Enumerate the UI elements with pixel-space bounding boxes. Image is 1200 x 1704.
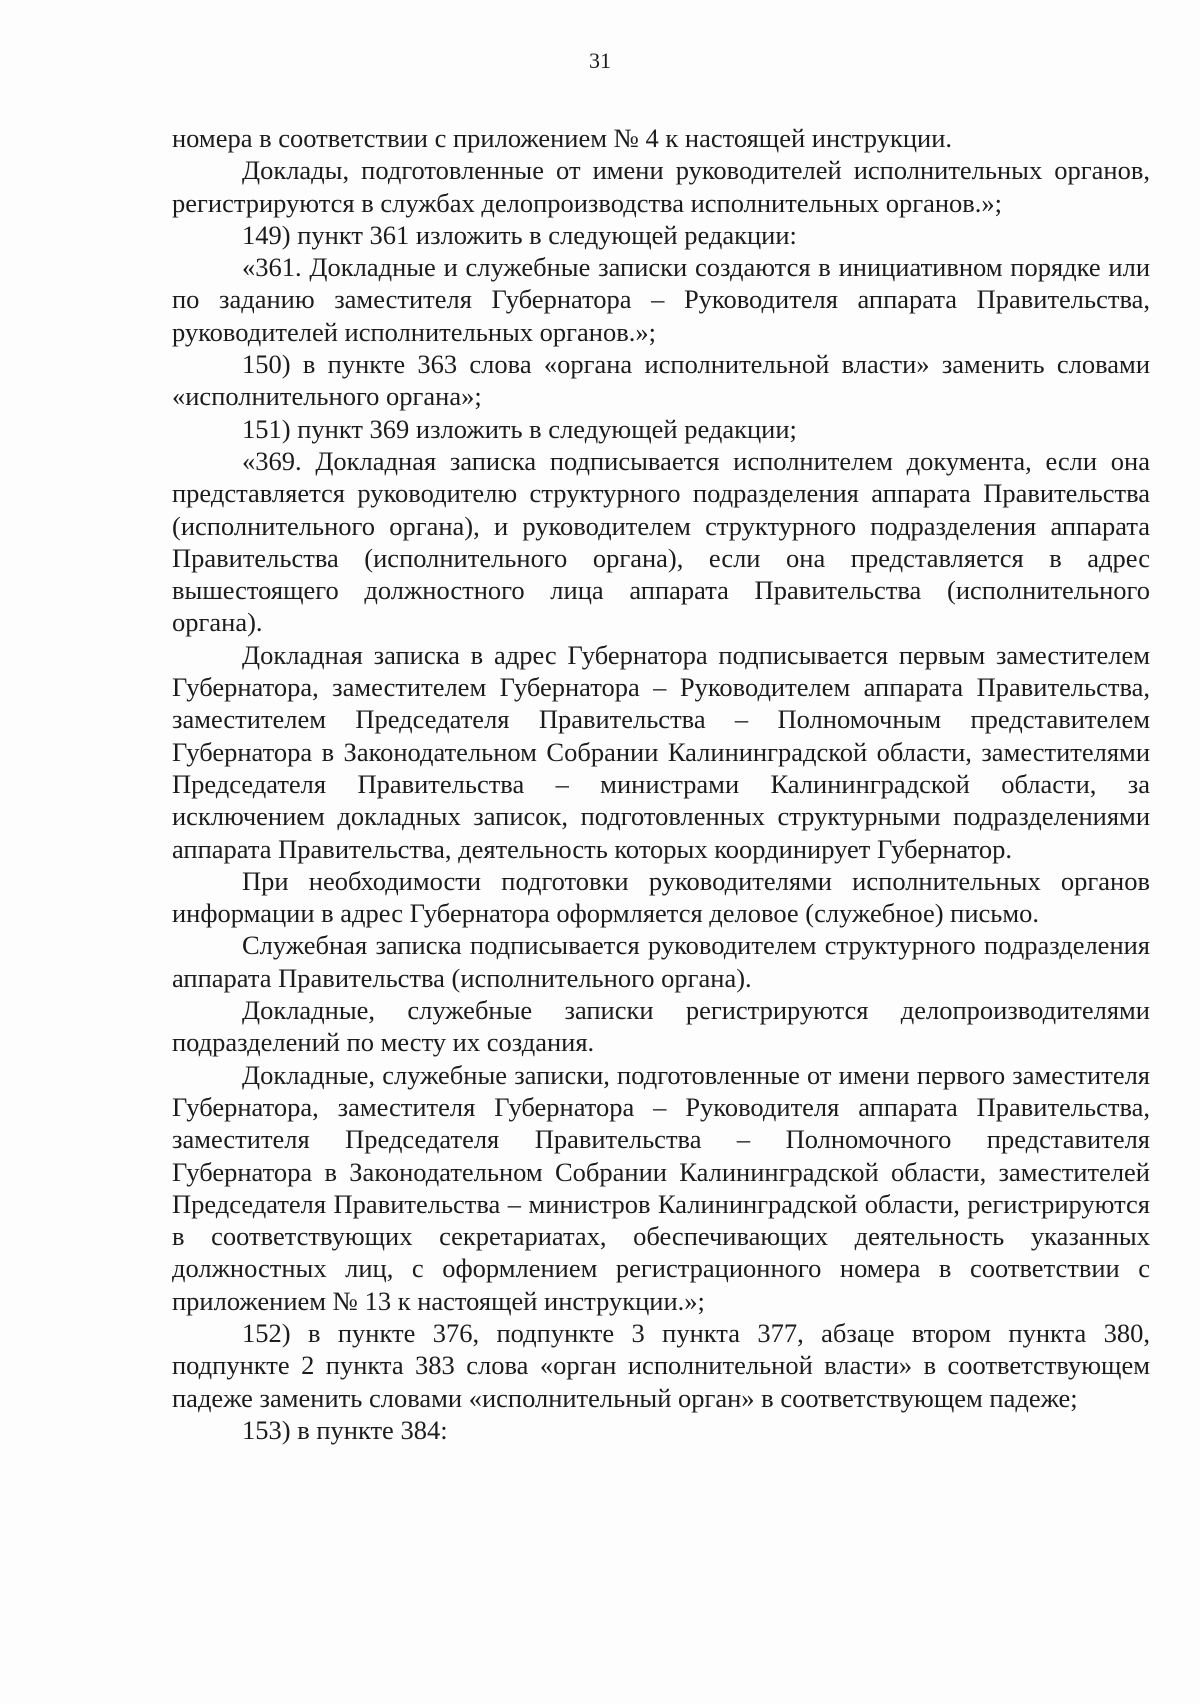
paragraph: 149) пункт 361 изложить в следующей редакции: xyxy=(242,219,797,250)
paragraph: 150) в пункте 363 слова «органа исполнительной власти» заменить словами «исполнительного органа»; xyxy=(172,349,1150,412)
paragraph: 151) пункт 369 изложить в следующей редакции; xyxy=(242,413,797,444)
page-number: 31 xyxy=(589,48,611,73)
paragraph: «369. Докладная записка подписывается исполнителем документа, если она представляется руководителю структурного подразделения аппарата Правительства (исполнительного органа), и руководителем структурного подразделения аппарата Правительства (исполнительного органа), если она представляется в адрес вышестоящего должностного лица аппарата Правительства (исполнительного органа). xyxy=(172,445,1150,638)
paragraph: 152) в пункте 376, подпункте 3 пункта 377, абзаце втором пункта 380, подпункте 2 пункта 383 слова «орган исполнительной власти» в соответствующем падеже заменить словами «исполнительный орган» в соответствующем падеже; xyxy=(172,1317,1150,1413)
paragraph: номера в соответствии с приложением № 4 к настоящей инструкции. xyxy=(172,123,953,153)
paragraph: При необходимости подготовки руководителями исполнительных органов информации в адрес Губернатора оформляется деловое (служебное) письмо. xyxy=(172,865,1150,929)
paragraph: Доклады, подготовленные от имени руководителей исполнительных органов, регистрируются в службах делопроизводства исполнительных органов.»; xyxy=(172,155,1150,218)
paragraph: «361. Докладные и служебные записки создаются в инициативном порядке или по заданию заместителя Губернатора – Руководителя аппарата Правительства, руководителей исполнительных органов.»; xyxy=(172,252,1150,347)
document-body xyxy=(172,122,1150,1446)
paragraph: Докладные, служебные записки регистрируются делопроизводителями подразделений по месту их создания. xyxy=(172,995,1150,1058)
paragraph: Докладные, служебные записки, подготовленные от имени первого заместителя Губернатора, заместителя Губернатора – Руководителя аппарата Правительства, заместителя Председателя Правительства – Полномочного представителя Губернатора в Законодательном Собрании Калининградской области, заместителей Председателя Правительства – министров Калининградской области, регистрируются в соответствующих секретариатах, обеспечивающих деятельность указанных должностных лиц, с оформлением регистрационного номера в соответствии с приложением № 13 к настоящей инструкции.»; xyxy=(172,1059,1150,1316)
paragraph: Докладная записка в адрес Губернатора подписывается первым заместителем Губернатора, заместителем Губернатора – Руководителем аппарата Правительства, заместителем Председателя Правительства – Полномочным представителем Губернатора в Законодательном Собрании Калининградской области, заместителями Председателя Правительства – министрами Калининградской области, за исключением докладных записок, подготовленных структурными подразделениями аппарата Правительства, деятельность которых координирует Губернатор. xyxy=(172,639,1150,864)
paragraph: 153) в пункте 384: xyxy=(242,1414,448,1445)
paragraph: Служебная записка подписывается руководителем структурного подразделения аппарата Правительства (исполнительного органа). xyxy=(172,930,1150,993)
